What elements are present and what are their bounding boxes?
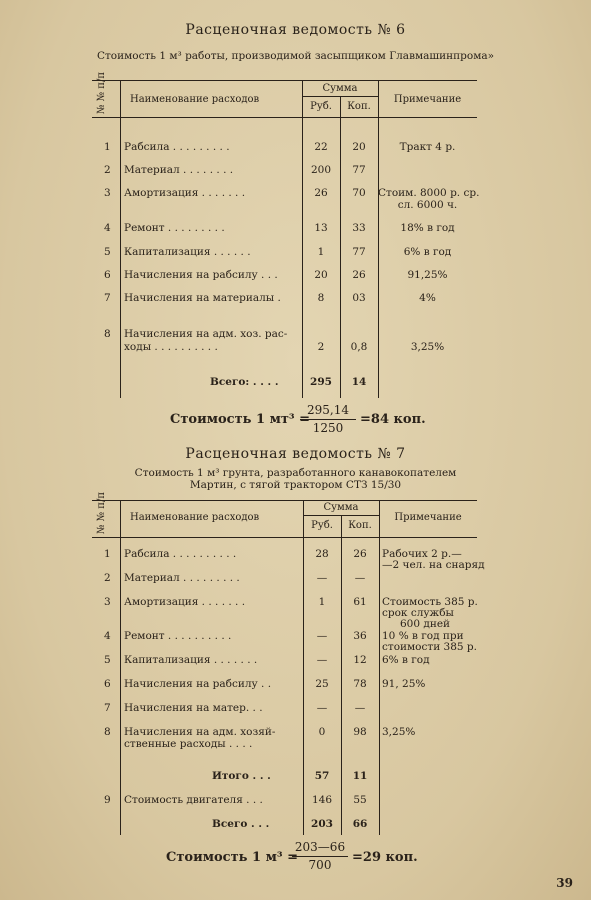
table6-row-note: Стоим. 8000 р. ср. (378, 187, 480, 199)
table6-row-kop: 0,8 (350, 341, 368, 353)
table7-row9-rub: 146 (311, 794, 333, 806)
formula7-denominator: 700 (308, 858, 332, 872)
table7-row-name-cont: ственные расходы . . . . (124, 738, 253, 750)
table6-header-note: Примечание (393, 94, 462, 105)
table7-row-kop: — (354, 702, 366, 714)
table7-header-kop: Коп. (348, 520, 372, 531)
table6-row-kop: 03 (352, 292, 366, 304)
formula7-lhs: Стоимость 1 м³ = (166, 850, 298, 865)
table6-row-kop: 26 (352, 269, 366, 281)
table7-header-note: Примечание (394, 512, 462, 523)
table7-col-line (120, 500, 121, 835)
table7-row-kop: 61 (353, 596, 367, 608)
table7-row-note-cont2: 600 дней (400, 618, 451, 630)
table6-row-name: Амортизация . . . . . . . (124, 187, 246, 199)
table6-header-kop: Коп. (347, 101, 371, 112)
table6-row-name-cont: ходы . . . . . . . . . . (124, 341, 218, 353)
table7-row-num: 2 (104, 572, 111, 584)
table6-row-name: Материал . . . . . . . . (124, 164, 234, 176)
table6-row-num: 8 (104, 328, 111, 340)
table7-row-kop: 78 (353, 678, 367, 690)
table7-row-kop: 98 (353, 726, 367, 738)
table7-row-note: Стоимость 385 р. (382, 596, 478, 608)
table6-row-rub: 2 (317, 341, 325, 353)
table7-row-name: Рабсила . . . . . . . . . . (124, 548, 237, 560)
table6-row-name: Начисления на адм. хоз. рас- (124, 328, 288, 340)
table6-row-rub: 26 (314, 187, 328, 199)
sheet7-title: Расценочная ведомость № 7 (185, 446, 406, 462)
table7-row-rub: 28 (315, 548, 329, 560)
table7-row9-kop: 55 (353, 794, 367, 806)
table7-row-name: Начисления на матер. . . (124, 702, 263, 714)
table6-total-label: Всего: . . . . (210, 376, 279, 388)
table7-row-num: 6 (104, 678, 111, 690)
table7-row-kop: 12 (353, 654, 367, 666)
table6-row-rub: 22 (314, 141, 328, 153)
table7-total-kop: 66 (352, 818, 368, 830)
table6-row-kop: 20 (352, 141, 366, 153)
sheet7-subtitle-1: Стоимость 1 м³ грунта, разработанного канавокопателем (134, 467, 457, 479)
table7-row-num: 5 (104, 654, 111, 666)
table7-row-note-cont: стоимости 385 р. (382, 641, 477, 653)
table6-row-kop: 33 (352, 222, 366, 234)
table7-row-name: Ремонт . . . . . . . . . . (124, 630, 232, 642)
table7-row-rub: 1 (318, 596, 326, 608)
table6-row-note: 4% (419, 292, 436, 304)
table6-row-num: 4 (104, 222, 111, 234)
table7-row-name: Начисления на рабсилу . . (124, 678, 272, 690)
formula6-fraction-line (300, 419, 356, 420)
formula6-lhs: Стоимость 1 мт³ = (170, 412, 311, 427)
table6-header-rub: Руб. (310, 101, 332, 112)
table6-row-name: Начисления на рабсилу . . . (124, 269, 278, 281)
table6-row-num: 3 (104, 187, 111, 199)
table6-header-name: Наименование расходов (130, 94, 260, 105)
table6-row-note: 18% в год (400, 222, 455, 234)
table7-header-rub: Руб. (311, 520, 333, 531)
table6-row-note: 91,25% (407, 269, 448, 281)
table7-subtotal-label: Итого . . . (212, 770, 271, 782)
table6-header-rule (92, 117, 477, 118)
table6-col-line (120, 80, 121, 398)
table7-subtotal-rub: 57 (314, 770, 330, 782)
table7-row-note-cont: —2 чел. на снаряд (382, 559, 485, 571)
table7-total-label: Всего . . . (212, 818, 270, 830)
table6-top-rule (92, 80, 477, 81)
table6-row-note: Тракт 4 р. (399, 141, 456, 153)
table7-row-note: 10 % в год при (382, 630, 464, 642)
table7-row-name: Начисления на адм. хозяй- (124, 726, 276, 738)
sheet7-subtitle-2: Мартин, с тягой трактором СТЗ 15/30 (189, 479, 402, 491)
table7-header-sum: Сумма (323, 502, 359, 513)
table7-col-line (341, 515, 342, 835)
table6-row-kop: 70 (352, 187, 366, 199)
table7-row-rub: — (316, 572, 328, 584)
table6-row-note: 3,25% (410, 341, 445, 353)
table6-header-sum: Сумма (322, 83, 358, 94)
table6-row-rub: 1 (317, 246, 325, 258)
sheet6-subtitle: Стоимость 1 м³ работы, производимой засыпщиком Главмашинпрома» (96, 50, 495, 62)
table7-row-kop: — (354, 572, 366, 584)
table6-row-num: 7 (104, 292, 111, 304)
table6-row-rub: 20 (314, 269, 328, 281)
table7-total-rub: 203 (311, 818, 333, 830)
table7-row-note: 91, 25% (382, 678, 426, 690)
table7-row-note: 6% в год (382, 654, 430, 666)
sheet6-title: Расценочная ведомость № 6 (185, 22, 406, 38)
table6-row-rub: 200 (310, 164, 332, 176)
table6-row-note: 6% в год (403, 246, 452, 258)
table6-row-num: 1 (104, 141, 111, 153)
formula7-numerator: 203—66 (294, 840, 346, 854)
table7-row9-name: Стоимость двигателя . . . (124, 794, 263, 806)
table7-row-num: 8 (104, 726, 111, 738)
table7-row-num: 4 (104, 630, 111, 642)
table7-row-rub: — (316, 654, 328, 666)
table6-row-name: Капитализация . . . . . . (124, 246, 251, 258)
table7-row-kop: 26 (353, 548, 367, 560)
formula7-rhs: =29 коп. (352, 850, 418, 865)
table7-header-rule (92, 537, 477, 538)
table7-row-num: 1 (104, 548, 111, 560)
page-number: 39 (556, 876, 573, 890)
table6-total-rub: 295 (310, 376, 332, 388)
table6-row-name: Начисления на материалы . (124, 292, 281, 304)
table7-row-name: Капитализация . . . . . . . (124, 654, 258, 666)
table7-row-note-cont: срок службы (382, 607, 454, 619)
table6-row-rub: 13 (314, 222, 328, 234)
table6-row-kop: 77 (352, 164, 366, 176)
table6-row-name: Рабсила . . . . . . . . . (124, 141, 230, 153)
table6-total-kop: 14 (351, 376, 367, 388)
table7-top-rule (92, 500, 477, 501)
table7-header-num: № № п/п (96, 492, 107, 534)
table7-header-name: Наименование расходов (130, 512, 260, 523)
table7-row-name: Амортизация . . . . . . . (124, 596, 246, 608)
table7-row-rub: 0 (318, 726, 326, 738)
table7-subtotal-kop: 11 (352, 770, 368, 782)
table7-row-num: 3 (104, 596, 111, 608)
table7-col-line (379, 500, 380, 835)
table6-row-num: 6 (104, 269, 111, 281)
table6-row-num: 5 (104, 246, 111, 258)
table7-row-num: 7 (104, 702, 111, 714)
table7-row-note: Рабочих 2 р.— (382, 548, 462, 560)
formula6-numerator: 295,14 (307, 403, 349, 417)
table7-row9-num: 9 (104, 794, 111, 806)
table6-row-num: 2 (104, 164, 111, 176)
formula6-rhs: =84 коп. (360, 412, 426, 427)
table7-row-rub: — (316, 630, 328, 642)
table6-row-rub: 8 (317, 292, 325, 304)
table7-row-kop: 36 (353, 630, 367, 642)
table7-row-rub: 25 (315, 678, 329, 690)
formula7-fraction-line (292, 856, 348, 857)
table6-header-num: № № п/п (96, 72, 107, 114)
formula6-denominator: 1250 (312, 421, 344, 435)
table6-row-kop: 77 (352, 246, 366, 258)
table7-row-rub: — (316, 702, 328, 714)
table7-row-note: 3,25% (382, 726, 416, 738)
table6-row-note-cont: сл. 6000 ч. (397, 199, 458, 211)
table7-row-name: Материал . . . . . . . . . (124, 572, 240, 584)
table6-row-name: Ремонт . . . . . . . . . (124, 222, 225, 234)
